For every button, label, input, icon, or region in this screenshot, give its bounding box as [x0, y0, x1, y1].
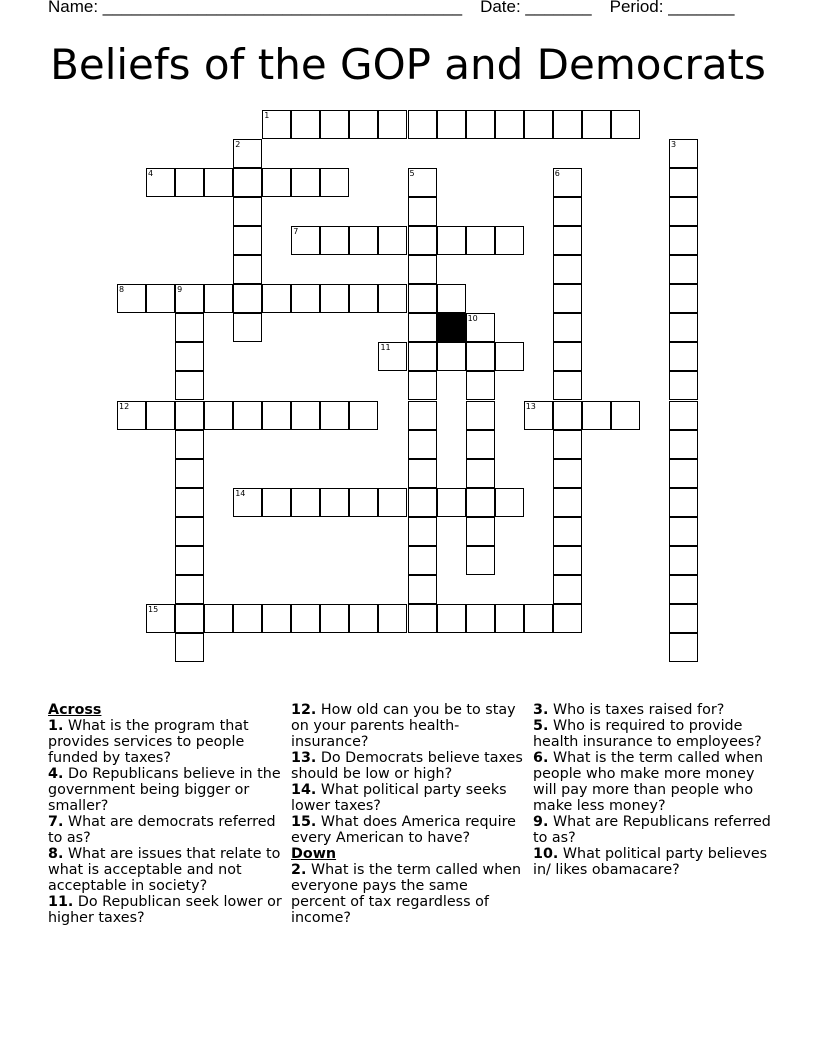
across-clue-14: 14. What political party seeks lower taxes?	[291, 782, 507, 814]
clue-number: 14	[235, 488, 246, 498]
grid-cell[interactable]	[553, 459, 582, 488]
grid-cell[interactable]	[437, 604, 466, 633]
grid-cell[interactable]	[669, 371, 698, 400]
grid-cell[interactable]	[204, 604, 233, 633]
grid-cell[interactable]	[408, 255, 437, 284]
down-clue-10: 10. What political party believes in/ likes obamacare?	[533, 846, 768, 878]
grid-cell[interactable]	[553, 226, 582, 255]
grid-cell[interactable]	[262, 110, 291, 139]
grid-cell[interactable]	[669, 430, 698, 459]
grid-cell[interactable]	[175, 459, 204, 488]
grid-cell[interactable]	[669, 459, 698, 488]
across-clue-11: 11. Do Republican seek lower or higher taxes?	[48, 894, 282, 926]
grid-cell[interactable]	[204, 168, 233, 197]
grid-cell[interactable]	[495, 342, 524, 371]
grid-cell[interactable]	[146, 401, 175, 430]
grid-cell[interactable]	[553, 110, 582, 139]
grid-cell[interactable]	[582, 110, 611, 139]
grid-cell[interactable]	[611, 110, 640, 139]
grid-cell[interactable]	[466, 371, 495, 400]
grid-cell[interactable]	[669, 488, 698, 517]
grid-cell[interactable]	[117, 284, 146, 313]
grid-cell[interactable]	[233, 168, 262, 197]
grid-cell[interactable]	[466, 401, 495, 430]
grid-cell[interactable]	[233, 226, 262, 255]
grid-cell[interactable]	[669, 401, 698, 430]
grid-cell[interactable]	[378, 488, 407, 517]
clue-number: 1	[264, 111, 270, 120]
clue-number: 15	[148, 604, 159, 614]
grid-cell[interactable]	[553, 313, 582, 342]
grid-cell[interactable]	[437, 342, 466, 371]
grid-cell[interactable]	[320, 226, 349, 255]
grid-cell[interactable]	[291, 284, 320, 313]
grid-cell[interactable]	[466, 110, 495, 139]
grid-cell[interactable]	[349, 401, 378, 430]
grid-cell[interactable]	[553, 575, 582, 604]
grid-cell[interactable]	[553, 488, 582, 517]
grid-cell[interactable]	[378, 604, 407, 633]
grid-cell[interactable]	[175, 168, 204, 197]
grid-cell[interactable]	[466, 226, 495, 255]
grid-cell[interactable]	[495, 226, 524, 255]
grid-cell[interactable]	[437, 488, 466, 517]
clue-number: 13	[525, 401, 536, 411]
down-clue-9: 9. What are Republicans referred to as?	[533, 814, 771, 846]
grid-cell[interactable]	[553, 401, 582, 430]
grid-cell[interactable]	[233, 139, 262, 168]
grid-cell[interactable]	[553, 168, 582, 197]
grid-cell[interactable]	[349, 226, 378, 255]
grid-cell[interactable]	[524, 110, 553, 139]
grid-cell[interactable]	[669, 633, 698, 662]
grid-cell[interactable]	[553, 546, 582, 575]
grid-cell[interactable]	[669, 575, 698, 604]
grid-cell[interactable]	[262, 168, 291, 197]
grid-cell[interactable]	[291, 168, 320, 197]
grid-cell[interactable]	[349, 284, 378, 313]
across-clue-13: 13. Do Democrats believe taxes should be low or high?	[291, 750, 523, 782]
grid-cell[interactable]	[146, 284, 175, 313]
grid-cell[interactable]	[233, 401, 262, 430]
period-field-label[interactable]: Period: _______	[609, 0, 735, 16]
grid-cell[interactable]	[175, 284, 204, 313]
grid-cell[interactable]	[233, 604, 262, 633]
grid-cell[interactable]	[378, 342, 407, 371]
name-field-label[interactable]: Name: ______________________________________	[48, 0, 463, 16]
across-clue-4: 4. Do Republicans believe in the government being bigger or smaller?	[48, 766, 281, 814]
grid-cell[interactable]	[175, 488, 204, 517]
grid-cell[interactable]	[320, 604, 349, 633]
grid-cell[interactable]	[175, 575, 204, 604]
grid-cell[interactable]	[669, 284, 698, 313]
clue-number: 9	[177, 285, 183, 295]
grid-cell[interactable]	[553, 371, 582, 400]
grid-cell[interactable]	[262, 284, 291, 313]
grid-cell[interactable]	[320, 401, 349, 430]
grid-cell[interactable]	[175, 604, 204, 633]
grid-cell[interactable]	[495, 488, 524, 517]
grid-cell[interactable]	[408, 517, 437, 546]
grid-cell[interactable]	[611, 401, 640, 430]
grid-cell[interactable]	[175, 546, 204, 575]
grid-cell[interactable]	[466, 546, 495, 575]
grid-cell[interactable]	[233, 255, 262, 284]
grid-cell[interactable]	[553, 430, 582, 459]
grid-cell[interactable]	[320, 488, 349, 517]
grid-cell[interactable]	[408, 110, 437, 139]
grid-cell[interactable]	[669, 342, 698, 371]
grid-cell[interactable]	[408, 226, 437, 255]
grid-cell[interactable]	[233, 197, 262, 226]
grid-cell[interactable]	[524, 401, 553, 430]
date-field-label[interactable]: Date: _______	[480, 0, 592, 16]
grid-cell[interactable]	[553, 517, 582, 546]
grid-cell[interactable]	[175, 517, 204, 546]
down-clue-6: 6. What is the term called when people who make more money will pay more than people who make less money?	[533, 750, 764, 814]
grid-cell[interactable]	[524, 604, 553, 633]
clue-number: 5	[409, 169, 415, 179]
clue-number: 8	[119, 285, 125, 295]
grid-cell[interactable]	[669, 546, 698, 575]
grid-cell[interactable]	[175, 371, 204, 400]
grid-cell[interactable]	[291, 110, 320, 139]
grid-cell[interactable]	[146, 604, 175, 633]
grid-cell[interactable]	[291, 226, 320, 255]
clue-number: 6	[554, 169, 560, 179]
grid-cell[interactable]	[320, 284, 349, 313]
down-clue-5: 5. Who is required to provide health insurance to employees?	[533, 718, 762, 750]
grid-cell[interactable]	[233, 284, 262, 313]
clue-number: 4	[148, 169, 154, 179]
grid-cell[interactable]	[349, 488, 378, 517]
grid-cell[interactable]	[291, 604, 320, 633]
clue-column-1	[48, 702, 284, 926]
clue-column-2	[291, 702, 523, 926]
grid-cell[interactable]	[349, 110, 378, 139]
clue-number: 12	[119, 401, 130, 411]
grid-cell[interactable]	[262, 401, 291, 430]
grid-cell[interactable]	[466, 342, 495, 371]
grid-cell[interactable]	[408, 430, 437, 459]
grid-cell[interactable]	[495, 604, 524, 633]
grid-cell[interactable]	[408, 459, 437, 488]
grid-cell[interactable]	[408, 401, 437, 430]
grid-cell[interactable]	[408, 546, 437, 575]
across-clue-8: 8. What are issues that relate to what is acceptable and not acceptable in society?	[48, 846, 281, 894]
grid-cell[interactable]	[378, 284, 407, 313]
grid-cell[interactable]	[262, 604, 291, 633]
grid-cell[interactable]	[553, 255, 582, 284]
grid-cell[interactable]	[669, 226, 698, 255]
grid-cell[interactable]	[175, 313, 204, 342]
clue-number: 3	[670, 140, 677, 150]
grid-cell[interactable]	[408, 168, 437, 197]
grid-cell[interactable]	[408, 342, 437, 371]
grid-cell[interactable]	[175, 342, 204, 371]
grid-cell[interactable]	[582, 401, 611, 430]
grid-cell[interactable]	[320, 168, 349, 197]
puzzle-title: Beliefs of the GOP and Democrats	[50, 40, 766, 89]
grid-cell[interactable]	[146, 168, 175, 197]
grid-cell[interactable]	[204, 401, 233, 430]
grid-cell[interactable]	[466, 430, 495, 459]
across-heading: Across	[48, 702, 102, 718]
grid-cell[interactable]	[553, 342, 582, 371]
clue-number: 2	[235, 140, 241, 150]
grid-cell[interactable]	[408, 371, 437, 400]
grid-cell[interactable]	[437, 226, 466, 255]
grid-cell[interactable]	[466, 488, 495, 517]
grid-cell[interactable]	[408, 313, 437, 342]
grid-cell[interactable]	[466, 459, 495, 488]
grid-cell[interactable]	[437, 284, 466, 313]
grid-cell[interactable]	[233, 313, 262, 342]
grid-cell[interactable]	[117, 401, 146, 430]
grid-cell[interactable]	[408, 575, 437, 604]
grid-cell[interactable]	[669, 255, 698, 284]
down-clue-3: 3. Who is taxes raised for?	[533, 702, 725, 718]
grid-cell[interactable]	[378, 110, 407, 139]
grid-cell[interactable]	[291, 488, 320, 517]
grid-cell[interactable]	[669, 604, 698, 633]
grid-cell[interactable]	[408, 604, 437, 633]
down-clue-2: 2. What is the term called when everyone pays the same percent of tax regardless of income?	[291, 862, 522, 926]
grid-cell[interactable]	[262, 488, 291, 517]
grid-block	[437, 313, 466, 342]
across-clue-12: 12. How old can you be to stay on your parents health-insurance?	[291, 702, 516, 750]
grid-cell[interactable]	[175, 430, 204, 459]
grid-cell[interactable]	[669, 517, 698, 546]
grid-cell[interactable]	[495, 110, 524, 139]
grid-cell[interactable]	[320, 110, 349, 139]
clue-number: 10	[467, 314, 478, 324]
grid-cell[interactable]	[669, 139, 698, 168]
grid-cell[interactable]	[466, 517, 495, 546]
grid-cell[interactable]	[437, 110, 466, 139]
across-clue-15: 15. What does America require every American to have?	[291, 814, 516, 846]
grid-cell[interactable]	[466, 313, 495, 342]
grid-cell[interactable]	[553, 197, 582, 226]
across-clue-1: 1. What is the program that provides services to people funded by taxes?	[48, 718, 249, 766]
grid-cell[interactable]	[669, 197, 698, 226]
grid-cell[interactable]	[378, 226, 407, 255]
grid-cell[interactable]	[204, 284, 233, 313]
grid-cell[interactable]	[233, 488, 262, 517]
across-clue-7: 7. What are democrats referred to as?	[48, 814, 276, 846]
down-heading: Down	[291, 846, 337, 862]
grid-cell[interactable]	[349, 604, 378, 633]
grid-cell[interactable]	[466, 604, 495, 633]
grid-cell[interactable]	[175, 633, 204, 662]
clue-number: 7	[293, 227, 299, 237]
grid-cell[interactable]	[408, 284, 437, 313]
grid-cell[interactable]	[175, 401, 204, 430]
grid-cell[interactable]	[669, 168, 698, 197]
grid-cell[interactable]	[408, 197, 437, 226]
clue-number: 11	[380, 343, 391, 353]
grid-cell[interactable]	[669, 313, 698, 342]
grid-cell[interactable]	[553, 604, 582, 633]
clue-column-3	[533, 702, 773, 878]
grid-cell[interactable]	[408, 488, 437, 517]
grid-cell[interactable]	[291, 401, 320, 430]
grid-cell[interactable]	[553, 284, 582, 313]
